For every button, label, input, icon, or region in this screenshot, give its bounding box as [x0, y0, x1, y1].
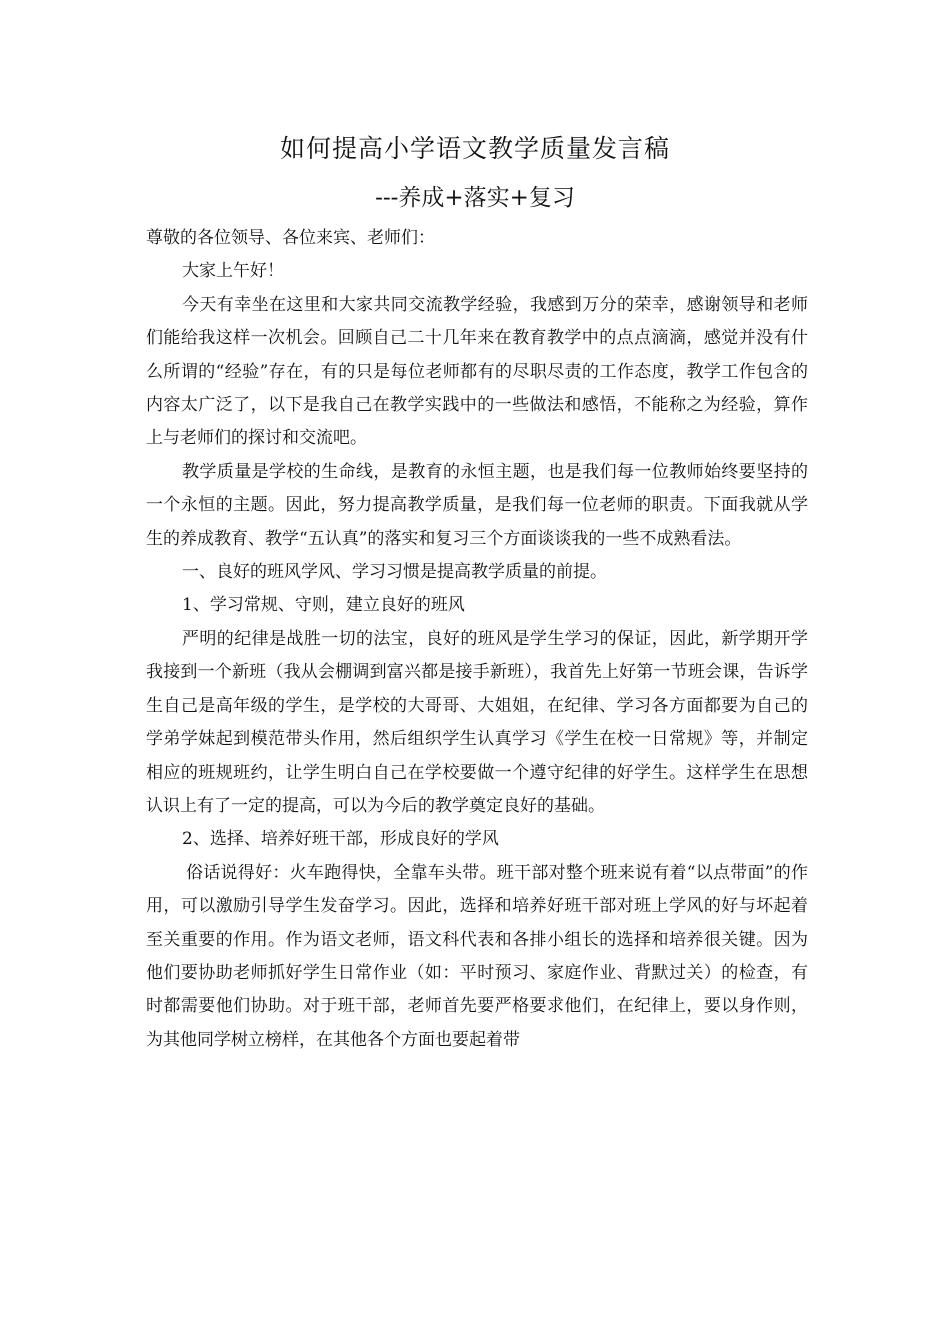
paragraph-intro: 今天有幸坐在这里和大家共同交流教学经验，我感到万分的荣幸，感谢领导和老师们能给我这样一次机会。回顾自己二十几年来在教育教学中的点点滴滴，感觉并没有什么所谓的“经验”存在，有的只是每位老师都有的尽职尽责的工作态度，教学工作包含的内容太广泛了，以下是我自己在教学实践中的一些做法和感悟，不能称之为经验，算作上与老师们的探讨和交流吧。 — [146, 294, 808, 449]
greeting: 大家上午好！ — [182, 261, 284, 282]
section-heading-1: 一、良好的班风学风、学习习惯是提高教学质量的前提。 — [182, 562, 607, 583]
salutation: 尊敬的各位领导、各位来宾、老师们： — [146, 228, 435, 248]
paragraph-class-leaders: 俗话说得好：火车跑得快，全靠车头带。班干部对整个班来说有着“以点带面”的作用，可以激励引导学生发奋学习。因此，选择和培养好班干部对班上学风的好与坏起着至关重要的作用。作为语文老师，语文科代表和各排小组长的选择和培养很关键。因为他们要协助老师抓好学生日常作业（如：平时预习、家庭作业、背默过关）的检查，有时都需要他们协助。对于班干部，老师首先要严格要求他们，在纪律上，要以身作则，为其他同学树立榜样，在其他各个方面也要起着带 — [146, 862, 808, 1050]
subsection-heading-1: 1、学习常规、守则，建立良好的班风 — [182, 595, 465, 616]
paragraph-quality: 教学质量是学校的生命线，是教育的永恒主题，也是我们每一位教师始终要坚持的一个永恒的主题。因此，努力提高教学质量，是我们每一位老师的职责。下面我就从学生的养成教育、教学“五认真”的落实和复习三个方面谈谈我的一些不成熟看法。 — [146, 461, 808, 549]
document-subtitle: ---养成+落实+复习 — [375, 185, 575, 211]
document-title: 如何提高小学语文教学质量发言稿 — [279, 134, 670, 163]
subsection-heading-2: 2、选择、培养好班干部，形成良好的学风 — [182, 829, 499, 850]
document-body — [146, 222, 808, 1057]
paragraph-discipline: 严明的纪律是战胜一切的法宝，良好的班风是学生学习的保证，因此，新学期开学我接到一个新班（我从会棚调到富兴都是接手新班），我首先上好第一节班会课，告诉学生自己是高年级的学生，是学校的大哥哥、大姐姐，在纪律、学习各方面都要为自己的学弟学妹起到模范带头作用，然后组织学生认真学习《学生在校一日常规》等，并制定相应的班规班约，让学生明白自己在学校要做一个遵守纪律的好学生。这样学生在思想认识上有了一定的提高，可以为今后的教学奠定良好的基础。 — [146, 628, 808, 816]
